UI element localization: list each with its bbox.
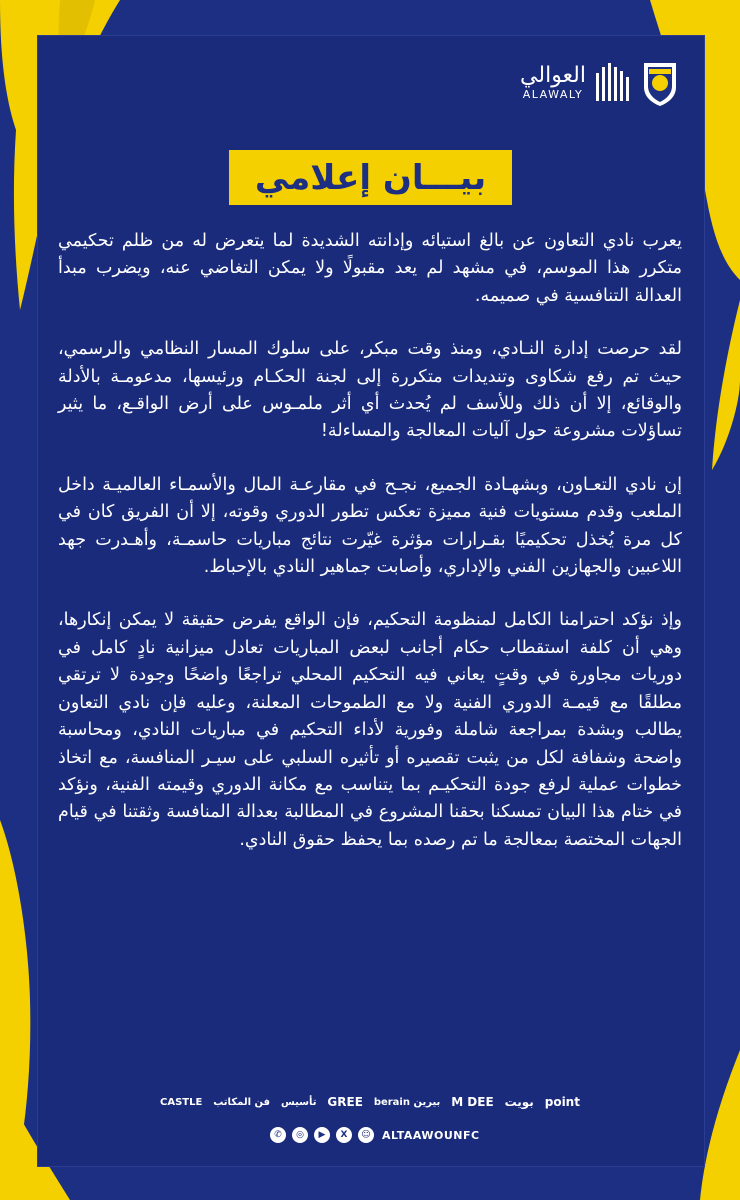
social-links xyxy=(270,1125,480,1145)
paragraph-1: يعرب نادي التعاون عن بالغ استيائه وإدانته الشديدة لما يتعرض له من ظلم تحكيمي متكرر هذا الموسم، في مشهد لم يعد مقبولًا ولا يمكن التغاضي عنه، ويضرب مبدأ العدالة التنافسية في صميمه. xyxy=(58,231,682,306)
club-name-ar: العوالي xyxy=(520,63,586,88)
paragraph-2: لقد حرصت إدارة النـادي، ومنذ وقت مبكر، على سلوك المسار النظامي والرسمي، حيث تم رفع شكاوى وتنديدات متكررة إلى لجنة الحكـام ورئيسها، مدعومـة بالأدلة والوقائع، إلا أن ذلك وللأسف لم يُحدث أي أثر ملمـوس على أرض الواقـع، ما يثير تساؤلات مشروعة حول آليات المعالجة والمساءلة! xyxy=(58,339,682,442)
paragraph-4: وإذ نؤكد احترامنا الكامل لمنظومة التحكيم، فإن الواقع يفرض حقيقة لا يمكن إنكارها، وهي أن كلفة استقطاب حكام أجانب لبعض المباريات تعادل ميزانية نادٍ كامل في دوريات مجاورة في وقتٍ يعاني فيه التحكيم المحلي تراجعًا واضحًا وجودة لا ترتقي مطلقًا مع قيمـة الدوري الفنية ولا مع الطموحات المعلنة، وعليه فإن نادي التعاون يطالب وبشدة بمراجعة شاملة وفورية لأداء التحكيم في مباريات النادي، ومحاسبة واضحة وشفافة لكل من يثبت تقصيره أو تأثيره السلبي على سيـر المنافسة، مع اتخاذ خطوات عملية لرفع جودة التحكيـم بما يتناسب مع مكانة الدوري وقيمته الفنية، ونؤكد في ختام هذا البيان تمسكنا بحقنا المشروع في المطالبة بعدالة المنافسة وثقتنا في قيام الجهات المختصة بمعالجة ما تم رصده بما يحفظ حقوق النادي. xyxy=(58,610,682,850)
club-name-en: ALAWALY xyxy=(522,88,584,101)
sponsor-tasis: تأسيس xyxy=(280,1096,317,1108)
building-logo-icon xyxy=(594,63,632,103)
sponsor-mdee: M DEE xyxy=(451,1095,494,1109)
sponsor-gree: GREE xyxy=(327,1095,363,1109)
x-icon[interactable]: X xyxy=(336,1127,352,1143)
sponsor-bwet: بويت xyxy=(504,1095,534,1109)
instagram-icon[interactable]: ◎ xyxy=(292,1127,308,1143)
sponsor-logos xyxy=(160,1090,580,1114)
snapchat-icon[interactable]: ☺ xyxy=(358,1127,374,1143)
statement-body xyxy=(58,228,682,880)
header-branding xyxy=(480,55,680,110)
sponsor-fan-almakatib: فن المكاتب xyxy=(213,1096,271,1108)
sponsor-berain: berain بيرين xyxy=(373,1096,441,1108)
title-banner xyxy=(229,150,512,205)
page-title: بيـــان إعلامي xyxy=(254,157,487,198)
sponsor-castle: CASTLE xyxy=(160,1096,203,1108)
club-crest-icon xyxy=(640,59,680,107)
social-handle[interactable]: ALTAAWOUNFC xyxy=(382,1128,480,1142)
sponsor-point: point xyxy=(544,1095,580,1109)
paragraph-3: إن نادي التعـاون، وبشهـادة الجميع، نجـح في مقارعـة المال والأسمـاء العالميـة داخل الملعب وقدم مستويات فنية مميزة تعكس تطور الدوري وقوته، إلا أن الفريق كان في كل مرة يُخذل تحكيميًا بقـرارات مؤثرة غيّرت نتائج مباريات حاسمـة، وأهـدرت جهد اللاعبين والجهازين الفني والإداري، وأصابت جماهير النادي بالإحباط. xyxy=(58,474,682,578)
whatsapp-icon[interactable]: ✆ xyxy=(270,1127,286,1143)
sponsor-logo-text xyxy=(520,64,586,101)
youtube-icon[interactable]: ▶ xyxy=(314,1127,330,1143)
